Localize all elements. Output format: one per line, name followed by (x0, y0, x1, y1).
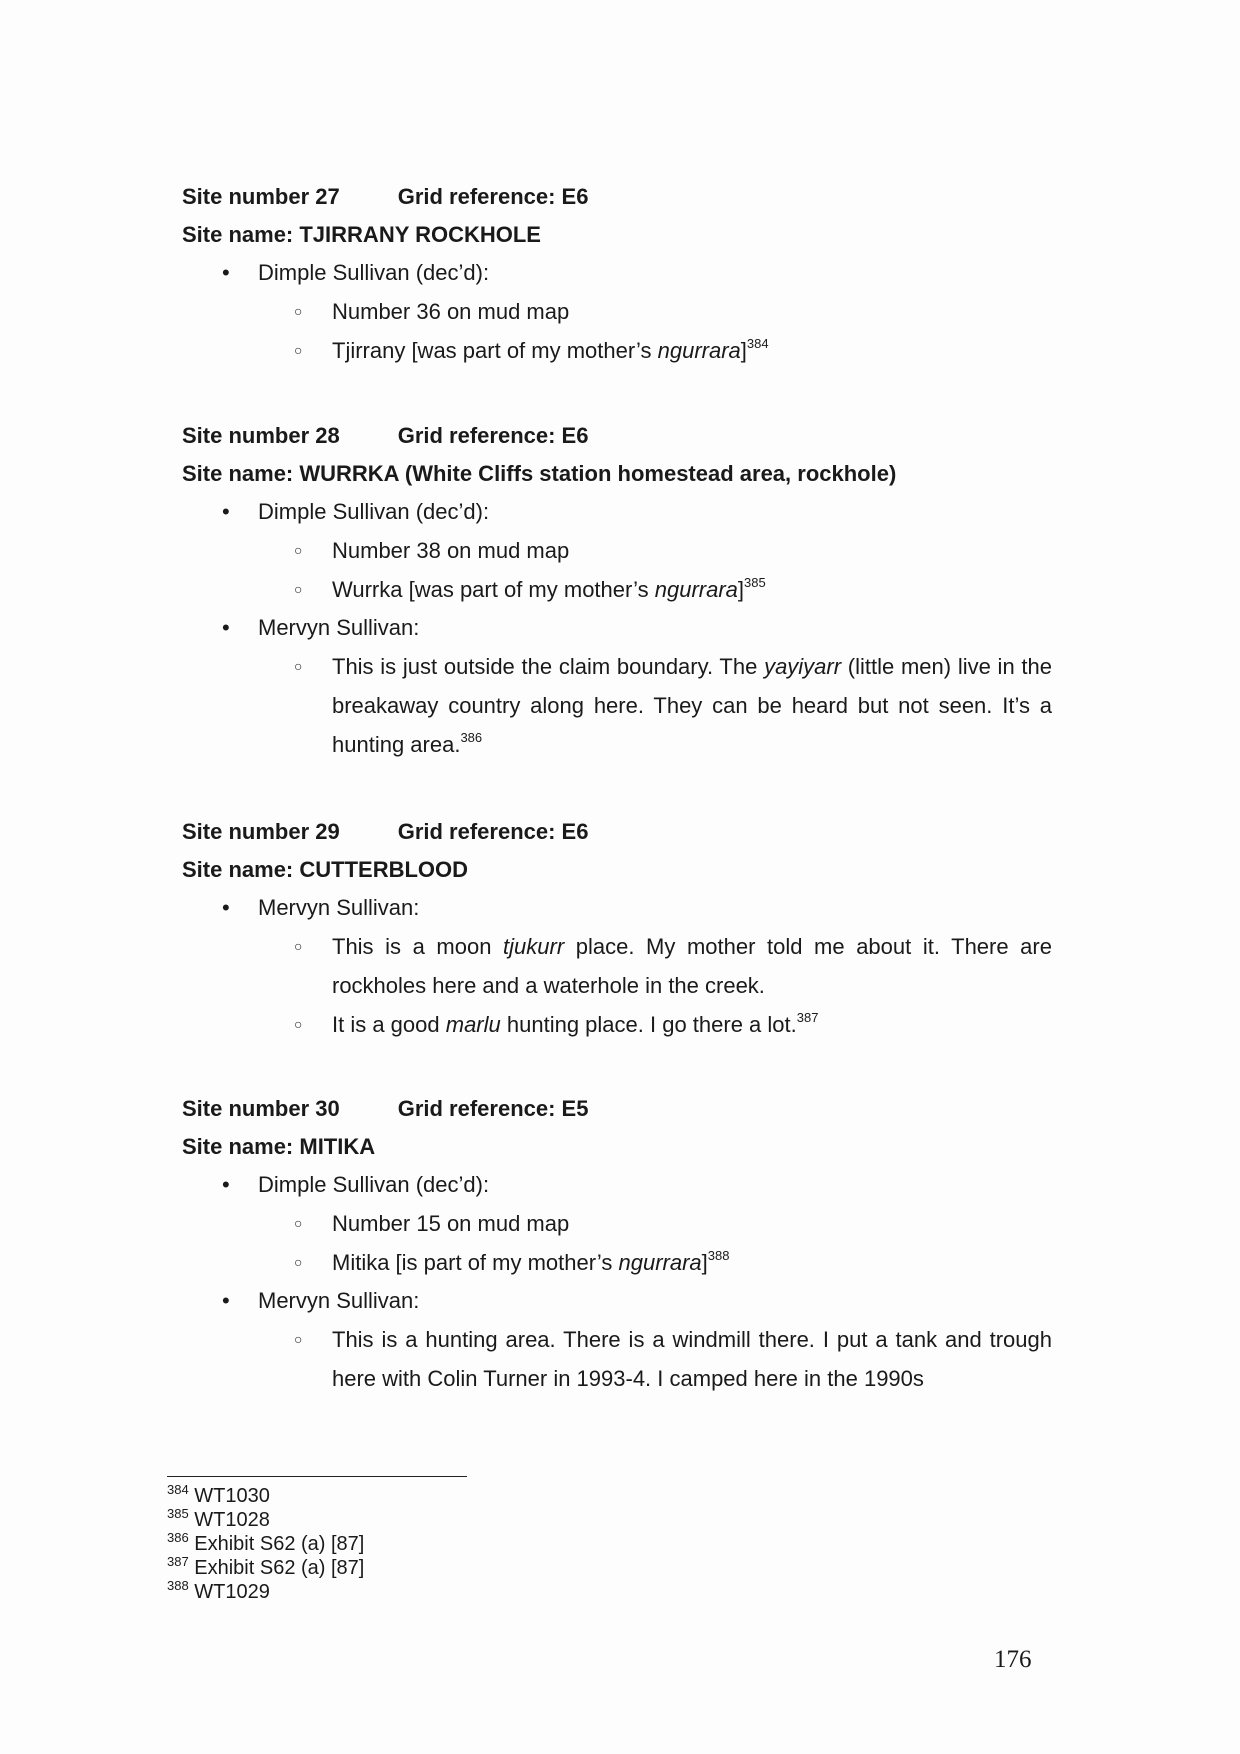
footnote: $^{386}$ Exhibit S62 (a) [87] (167, 1530, 365, 1555)
statement-item: ○ Mitika [is part of my mother’s ngurrara]$^{388}$ (182, 1243, 1062, 1282)
grid-reference: Grid reference: E6 (397, 184, 589, 209)
grid-reference: Grid reference: E6 (397, 819, 589, 844)
speaker-bullet: • Dimple Sullivan (dec’d): (182, 493, 1062, 531)
statement-item: ○ This is a hunting area. There is a windmill there. I put a tank and trough here with Colin Turner in 1993-4. I camped here in the 1990s (182, 1320, 1062, 1398)
footnote-divider (167, 1476, 467, 1477)
site-name: Site name: WURRKA (White Cliffs station homestead area, rockhole) (182, 461, 897, 486)
statement-item: ○ Number 38 on mud map (182, 531, 1062, 570)
footnote: $^{385}$ WT1028 (167, 1506, 270, 1531)
footnote: $^{387}$ Exhibit S62 (a) [87] (167, 1554, 365, 1579)
site-name: Site name: CUTTERBLOOD (182, 857, 469, 882)
speaker-bullet: • Mervyn Sullivan: (182, 1282, 1062, 1320)
site-number: Site number 29 (182, 819, 340, 844)
site-entry-27 (182, 178, 1062, 370)
statement-item: ○ Tjirrany [was part of my mother’s ngurrara]$^{384}$ (182, 331, 1062, 370)
statement-item: ○ Number 15 on mud map (182, 1204, 1062, 1243)
page-number: 176 (994, 1646, 1032, 1673)
footnote-ref[interactable]: 386 (460, 729, 483, 745)
site-name: Site name: TJIRRANY ROCKHOLE (182, 222, 541, 247)
site-header (182, 417, 1062, 455)
footnote-ref[interactable]: 385 (744, 574, 766, 590)
speaker-bullet: • Mervyn Sullivan: (182, 609, 1062, 647)
grid-reference: Grid reference: E6 (397, 423, 589, 448)
speaker-bullet: • Mervyn Sullivan: (182, 889, 1062, 927)
footnote-ref[interactable]: 388 (707, 1247, 730, 1263)
speaker-bullet: • Dimple Sullivan (dec’d): (182, 1166, 1062, 1204)
grid-reference: Grid reference: E5 (397, 1096, 589, 1121)
site-number: Site number 27 (182, 184, 340, 209)
site-number: Site number 28 (182, 423, 340, 448)
site-number: Site number 30 (182, 1096, 340, 1121)
footnotes (167, 1484, 364, 1604)
site-header (182, 1090, 1062, 1128)
footnote-ref[interactable]: 387 (796, 1009, 819, 1025)
site-entry-28 (182, 417, 1062, 764)
statement-item: ○ Wurrka [was part of my mother’s ngurrara]$^{385}$ (182, 570, 1062, 609)
statement-item: ○ This is just outside the claim boundary. The yayiyarr (little men) live in the breakaway country along here. They can be heard but not seen. It’s a hunting area.$^{386}$ (182, 647, 1062, 764)
site-name: Site name: MITIKA (182, 1134, 376, 1159)
site-header (182, 178, 1062, 216)
footnote: $^{384}$ WT1030 (167, 1482, 270, 1507)
site-header (182, 813, 1062, 851)
site-entry-29 (182, 813, 1062, 1044)
footnote-ref[interactable]: 384 (746, 335, 769, 351)
footnote: $^{388}$ WT1029 (167, 1578, 270, 1603)
speaker-bullet: • Dimple Sullivan (dec’d): (182, 254, 1062, 292)
statement-item: ○ Number 36 on mud map (182, 292, 1062, 331)
statement-item: ○ This is a moon tjukurr place. My mother told me about it. There are rockholes here and a waterhole in the creek. (182, 927, 1062, 1005)
site-entry-30 (182, 1090, 1062, 1398)
statement-item: ○ It is a good marlu hunting place. I go there a lot.$^{387}$ (182, 1005, 1062, 1044)
